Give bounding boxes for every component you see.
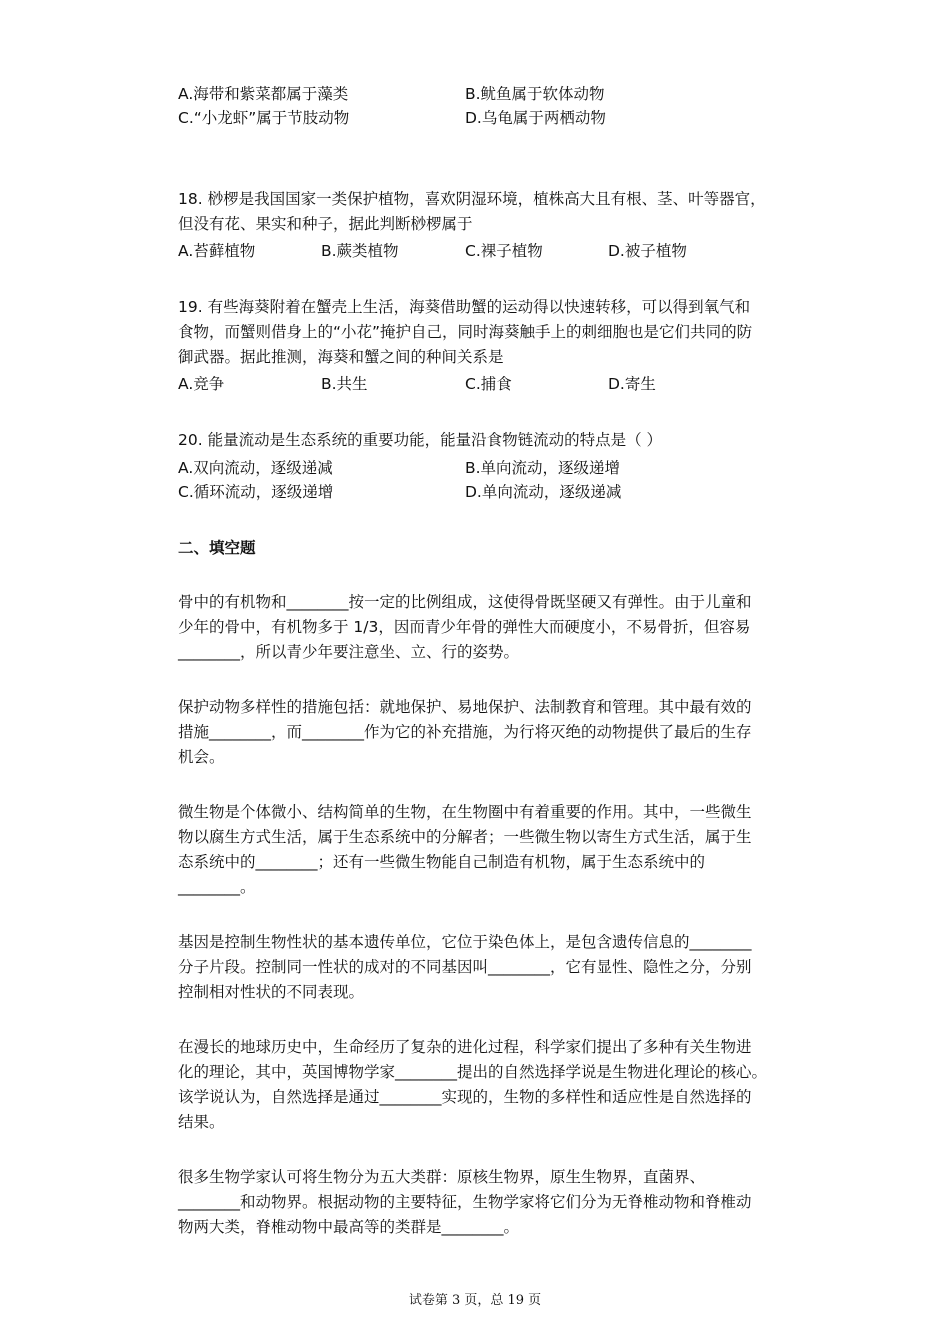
q19-option-a: A.竞争 (178, 375, 225, 393)
fill-4-line-1: 基因是控制生物性状的基本遗传单位，它位于染色体上，是包含遗传信息的________ (178, 933, 752, 951)
fill-5-line-4: 结果。 (178, 1113, 225, 1131)
q19-option-d: D.寄生 (608, 375, 656, 393)
q18-option-b: B.蕨类植物 (321, 242, 399, 260)
fill-4-line-2: 分子片段。控制同一性状的成对的不同基因叫________，它有显性、隐性之分，分别 (178, 958, 752, 976)
fill-4-line-3: 控制相对性状的不同表现。 (178, 983, 365, 1001)
q20-option-b: B.单向流动，逐级递增 (465, 459, 621, 477)
fill-6-line-1: 很多生物学家认可将生物分为五大类群：原核生物界，原生生物界，直菌界、 (178, 1168, 706, 1186)
fill-1-line-1: 骨中的有机物和________按一定的比例组成，这使得骨既坚硬又有弹性。由于儿童和 (178, 593, 752, 611)
q20-option-d: D.单向流动，逐级递减 (465, 483, 622, 501)
q19-option-c: C.捕食 (465, 375, 512, 393)
q18-stem-line-2: 但没有花、果实和种子，据此判断桫椤属于 (178, 215, 473, 233)
fill-3-line-2: 物以腐生方式生活，属于生态系统中的分解者；一些微生物以寄生方式生活，属于生 (178, 828, 752, 846)
q19-stem-line-2: 食物，而蟹则借身上的“小花”掩护自己，同时海葵触手上的刺细胞也是它们共同的防 (178, 323, 753, 341)
fill-2-line-3: 机会。 (178, 748, 225, 766)
q18-option-c: C.裸子植物 (465, 242, 543, 260)
fill-3-line-3: 态系统中的________；还有一些微生物能自己制造有机物，属于生态系统中的 (178, 853, 706, 871)
fill-2-line-2: 措施________，而________作为它的补充措施，为行将灭绝的动物提供了最后的生存 (178, 723, 752, 741)
fill-3-line-1: 微生物是个体微小、结构简单的生物，在生物圈中有着重要的作用。其中，一些微生 (178, 803, 752, 821)
fill-6-line-3: 物两大类，脊椎动物中最高等的类群是________。 (178, 1218, 520, 1236)
q18-option-a: A.苔藓植物 (178, 242, 256, 260)
q19-stem-line-3: 御武器。据此推测，海葵和蟹之间的种间关系是 (178, 348, 504, 366)
section-heading-fill-in: 二、填空题 (178, 539, 256, 557)
fill-5-line-2: 化的理论，其中，英国博物学家________提出的自然选择学说是生物进化理论的核心。 (178, 1063, 768, 1081)
q17-option-c: C.“小龙虾”属于节肢动物 (178, 109, 350, 127)
fill-1-line-3: ________，所以青少年要注意坐、立、行的姿势。 (178, 643, 520, 661)
q19-stem-line-1: 19. 有些海葵附着在蟹壳上生活，海葵借助蟹的运动得以快速转移，可以得到氧气和 (178, 298, 751, 316)
q18-stem-line-1: 18. 桫椤是我国国家一类保护植物，喜欢阴湿环境，植株高大且有根、茎、叶等器官， (178, 190, 766, 208)
fill-3-line-4: ________。 (178, 878, 256, 896)
fill-5-line-1: 在漫长的地球历史中，生命经历了复杂的进化过程，科学家们提出了多种有关生物进 (178, 1038, 752, 1056)
q20-option-c: C.循环流动，逐级递增 (178, 483, 334, 501)
fill-5-line-3: 该学说认为，自然选择是通过________实现的，生物的多样性和适应性是自然选择的 (178, 1088, 752, 1106)
page-footer: 试卷第 3 页，总 19 页 (408, 1293, 542, 1308)
q19-option-b: B.共生 (321, 375, 368, 393)
fill-1-line-2: 少年的骨中，有机物多于 1/3，因而青少年骨的弹性大而硬度小，不易骨折，但容易 (178, 618, 751, 636)
q17-option-a: A.海带和紫菜都属于藻类 (178, 85, 349, 103)
fill-6-line-2: ________和动物界。根据动物的主要特征，生物学家将它们分为无脊椎动物和脊椎动 (178, 1193, 752, 1211)
q18-option-d: D.被子植物 (608, 242, 687, 260)
q17-option-b: B.鱿鱼属于软体动物 (465, 85, 605, 103)
fill-2-line-1: 保护动物多样性的措施包括：就地保护、易地保护、法制教育和管理。其中最有效的 (178, 698, 752, 716)
q20-stem-line-1: 20. 能量流动是生态系统的重要功能，能量沿食物链流动的特点是（ ） (178, 431, 663, 449)
q20-option-a: A.双向流动，逐级递减 (178, 459, 333, 477)
q17-option-d: D.乌龟属于两栖动物 (465, 109, 606, 127)
